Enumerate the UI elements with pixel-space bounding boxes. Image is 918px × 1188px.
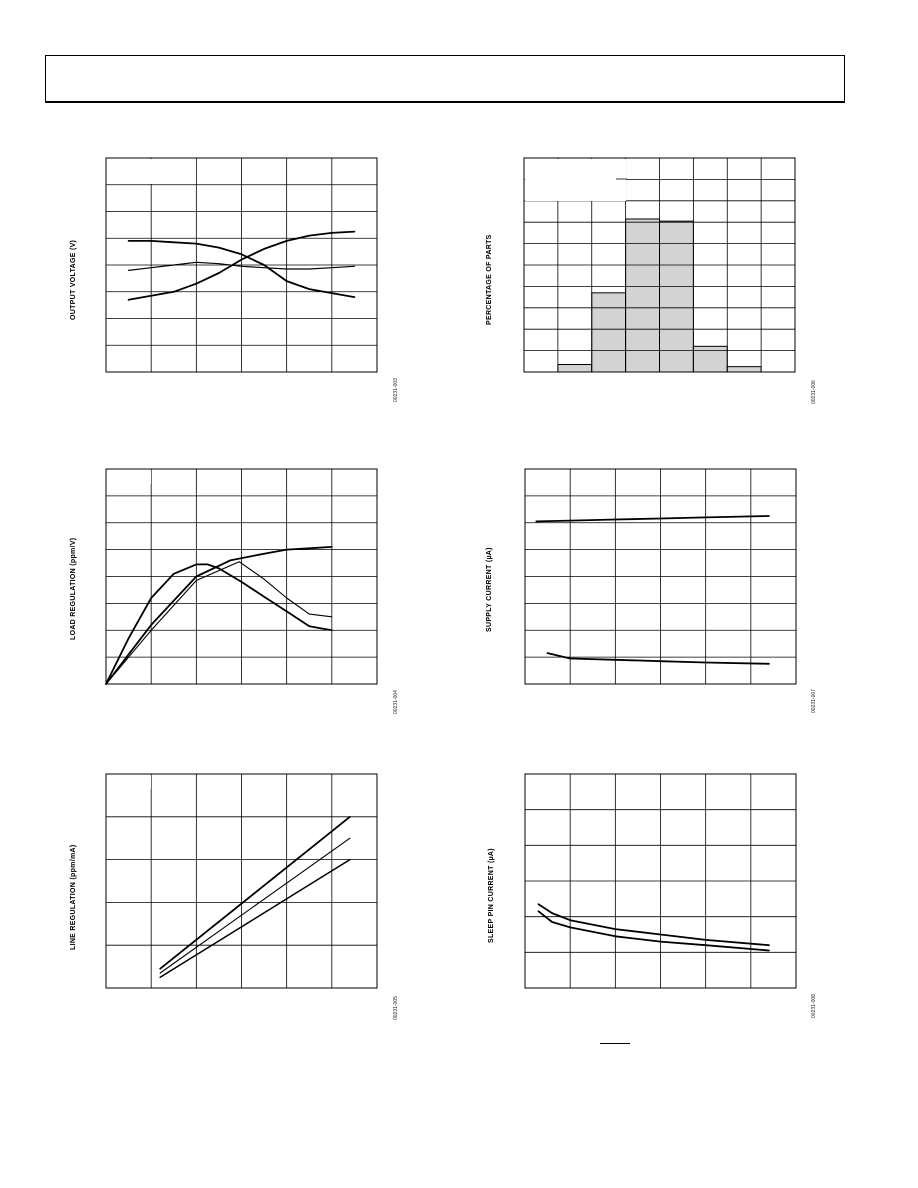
sleep-pin-current-figure-id: 00231-008 [811, 994, 817, 1018]
chart1-series-1 [129, 262, 355, 270]
supply-current-figure-id: 00231-007 [811, 689, 817, 713]
chart6-series-0 [539, 904, 769, 945]
load-regulation-figure-id: 00231-004 [393, 690, 399, 714]
chart3-series-0 [106, 564, 332, 684]
chart1-frame [106, 158, 377, 372]
load-regulation-axis-label: LOAD REGULATION (ppm/V) [70, 537, 77, 640]
chart5-series-1 [160, 838, 350, 973]
chart6-series-1 [539, 911, 769, 950]
line-regulation-figure-id: 00231-005 [393, 996, 399, 1020]
chart2-bar-1 [592, 293, 626, 372]
chart5-series-0 [160, 817, 350, 969]
chart3-series-2 [106, 562, 332, 684]
chart3-series-1 [106, 547, 332, 684]
chart4-series-1 [548, 653, 769, 664]
chart3-legend-area [107, 470, 151, 484]
line-regulation-axis-label: LINE REGULATION (ppm/mA) [70, 844, 77, 950]
chart5-legend-area [107, 775, 151, 789]
chart2-bar-0 [558, 365, 592, 372]
chart3-frame [106, 469, 377, 684]
chart5-frame [106, 774, 377, 988]
chart2-bar-4 [693, 346, 727, 372]
chart4-frame [525, 469, 796, 684]
output-voltage-axis-label: OUTPUT VOLTAGE (V) [70, 239, 77, 320]
chart2-bar-2 [626, 219, 660, 372]
output-voltage-figure-id: 00231-003 [393, 378, 399, 402]
chart2-bar-3 [660, 221, 694, 372]
sleep-pin-current-axis-label: SLEEP PIN CURRENT (µA) [488, 848, 495, 943]
page-header-box [45, 55, 845, 103]
chart2-frame [524, 158, 795, 372]
chart4-series-0 [536, 516, 769, 521]
overbar-mark [600, 1043, 630, 1044]
chart1-series-0 [129, 241, 355, 297]
chart1-legend-area [107, 159, 196, 184]
chart1-series-2 [129, 232, 355, 300]
chart5-series-2 [160, 860, 350, 978]
chart2-legend-area [525, 159, 626, 201]
supply-current-axis-label: SUPPLY CURRENT (µA) [486, 547, 493, 632]
percentage-of-parts-figure-id: 00231-006 [811, 380, 817, 404]
chart2-bar-5 [727, 367, 761, 372]
chart6-frame [525, 774, 796, 988]
percentage-of-parts-axis-label: PERCENTAGE OF PARTS [486, 234, 493, 325]
